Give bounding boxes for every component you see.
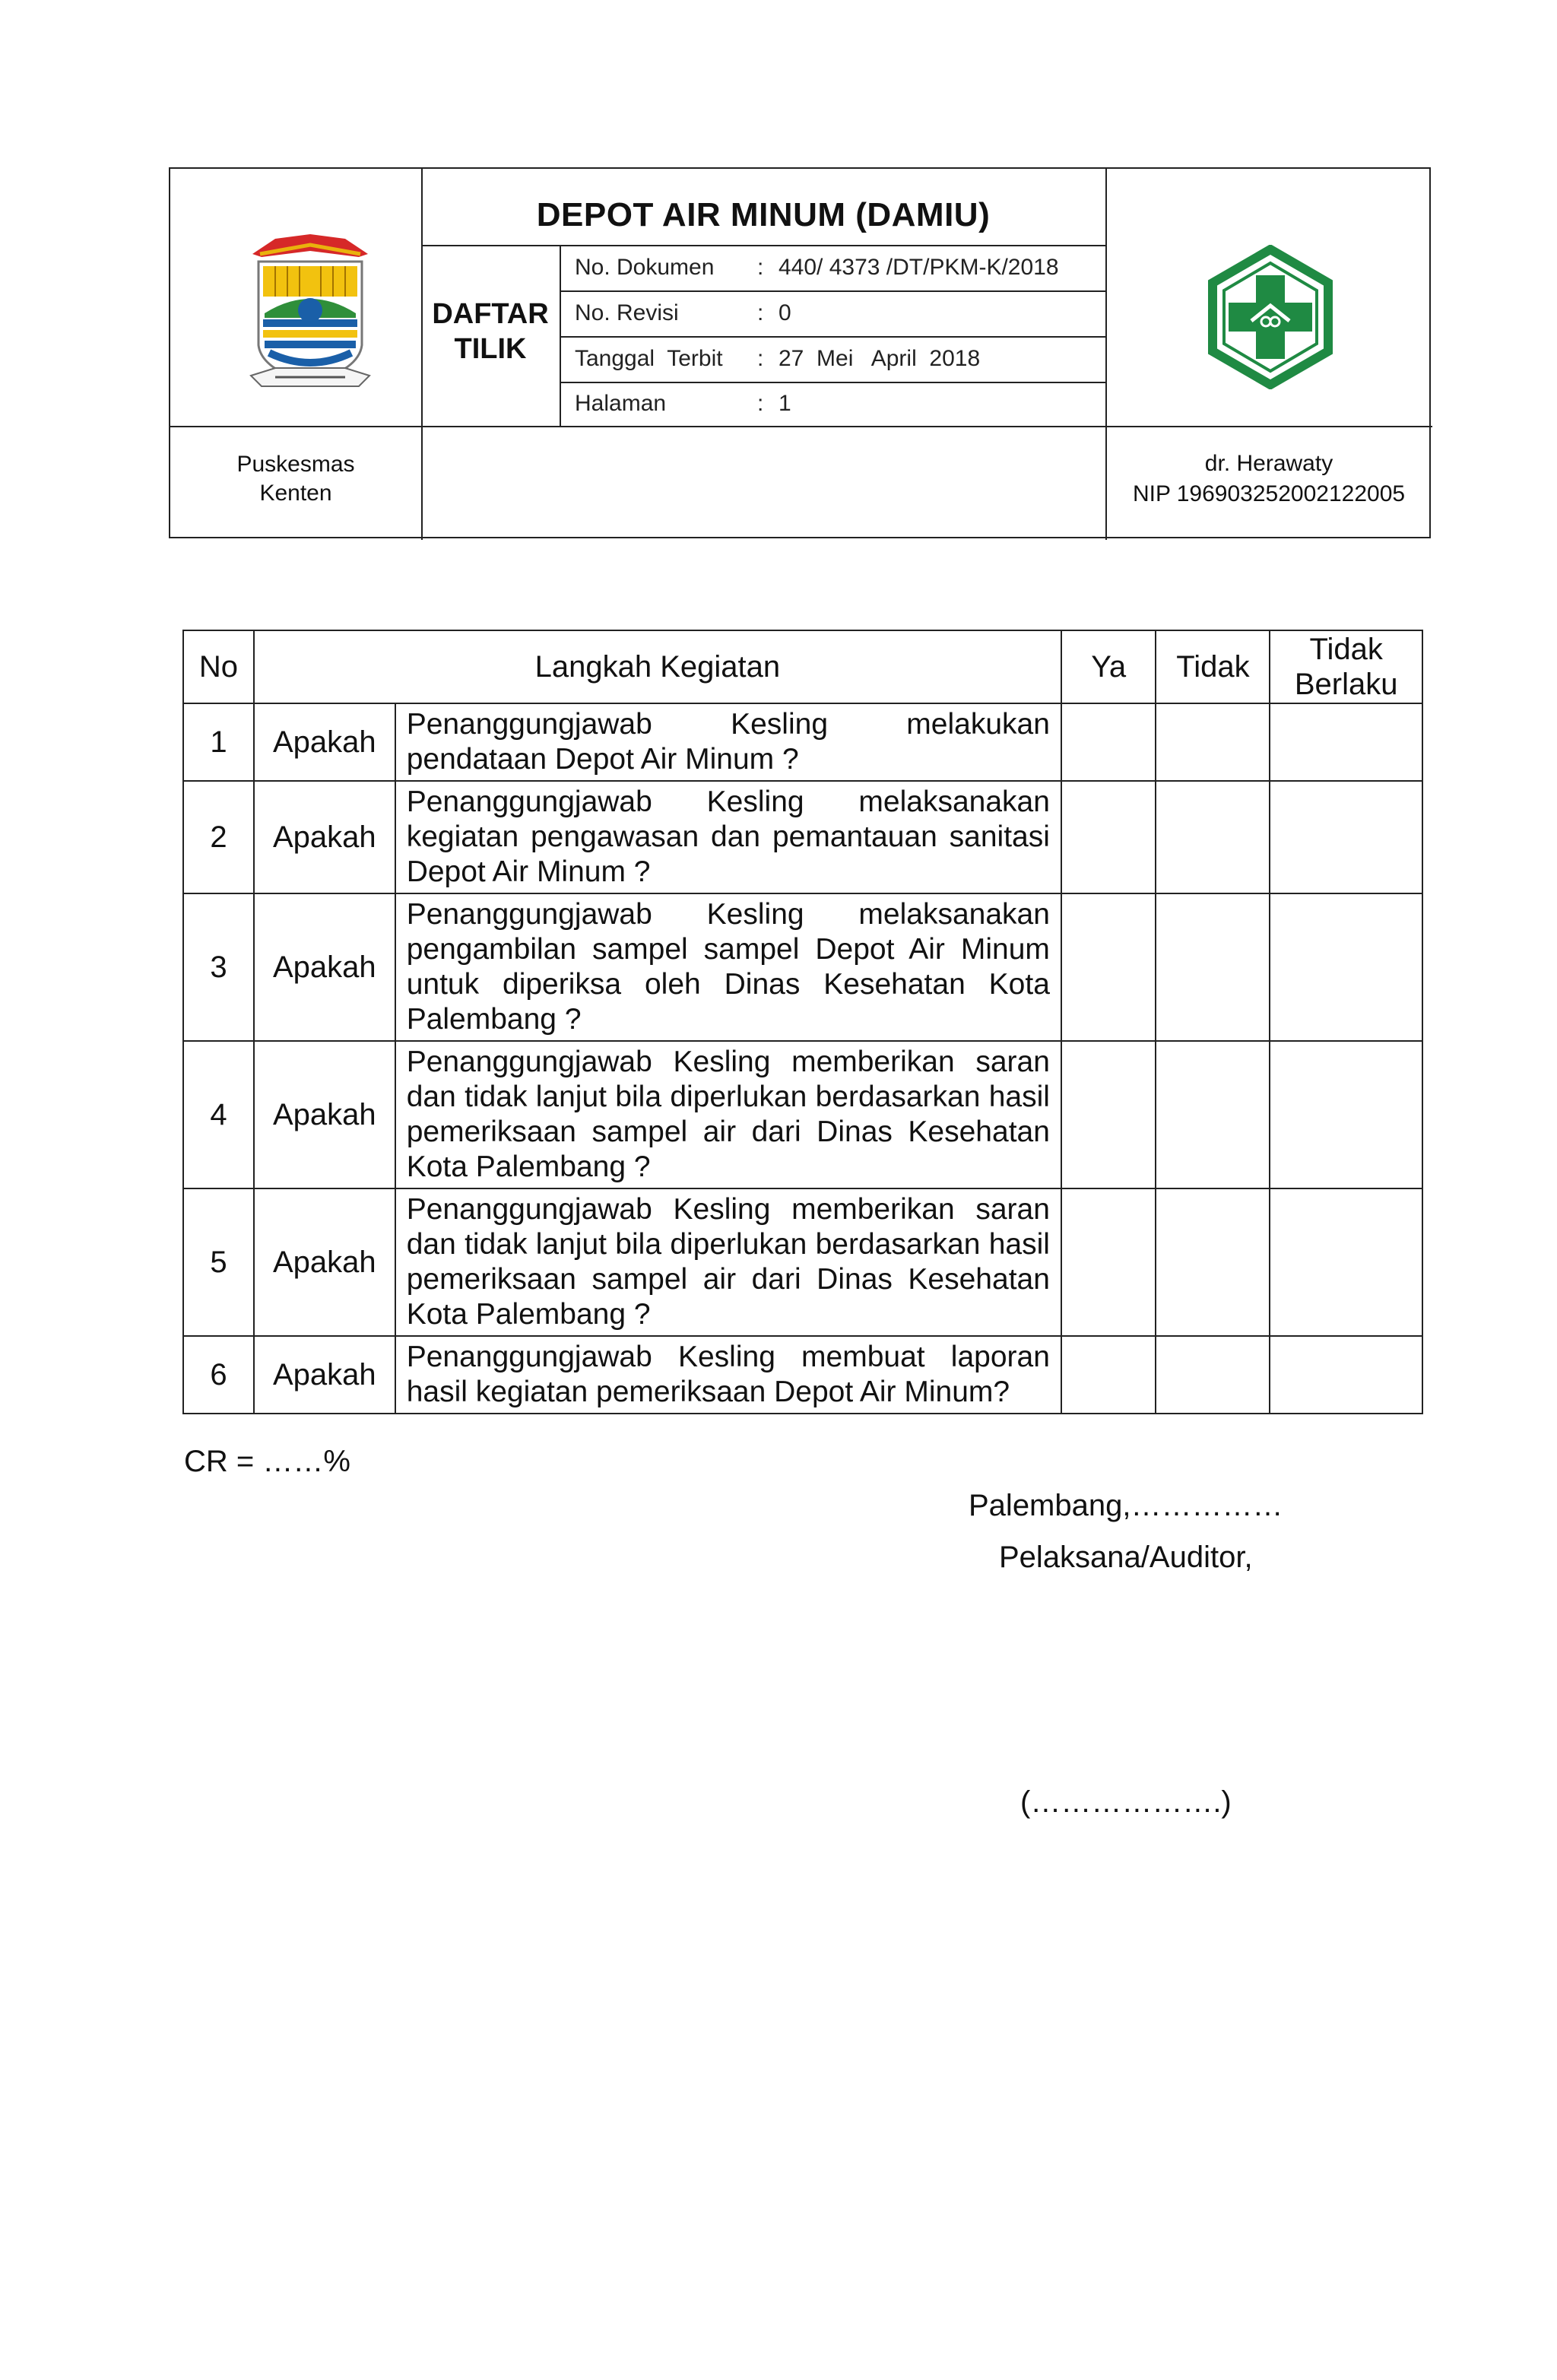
head-nip: NIP 196903252002122005 bbox=[1132, 481, 1406, 506]
table-row bbox=[183, 1188, 1422, 1336]
row-question: Penanggungjawab Kesling memberikan saran dan tidak lanjut bila diperlukan berdasarkan hasil pemeriksaan sampel air dari Dinas Kesehatan Kota Palembang ? bbox=[395, 1041, 1061, 1188]
answer-yes-cell[interactable] bbox=[1061, 703, 1156, 781]
meta-value-issue-date: 27 Mei April 2018 bbox=[778, 346, 981, 371]
answer-na-cell[interactable] bbox=[1270, 1041, 1422, 1188]
row-number: 2 bbox=[183, 781, 254, 893]
meta-label-revision: No. Revisi bbox=[575, 300, 679, 325]
table-row bbox=[183, 781, 1422, 893]
answer-yes-cell[interactable] bbox=[1061, 893, 1156, 1041]
answer-na-cell[interactable] bbox=[1270, 703, 1422, 781]
row-number: 3 bbox=[183, 893, 254, 1041]
meta-value-revision: 0 bbox=[778, 300, 791, 325]
place-date: Palembang,…………… bbox=[969, 1489, 1283, 1522]
answer-na-cell[interactable] bbox=[1270, 893, 1422, 1041]
row-question: Penanggungjawab Kesling membuat laporan hasil kegiatan pemeriksaan Depot Air Minum? bbox=[395, 1336, 1061, 1414]
row-question: Penanggungjawab Kesling memberikan saran dan tidak lanjut bila diperlukan berdasarkan hasil pemeriksaan sampel air dari Dinas Kesehatan Kota Palembang ? bbox=[395, 1188, 1061, 1336]
answer-no-cell[interactable] bbox=[1156, 703, 1270, 781]
organization-line-1: Puskesmas bbox=[236, 452, 355, 477]
column-header-step: Langkah Kegiatan bbox=[254, 630, 1061, 703]
row-prefix: Apakah bbox=[254, 893, 395, 1041]
answer-yes-cell[interactable] bbox=[1061, 1041, 1156, 1188]
table-header-row bbox=[183, 630, 1422, 703]
column-header-not-applicable: Tidak Berlaku bbox=[1270, 630, 1422, 703]
column-header-yes: Ya bbox=[1061, 630, 1156, 703]
answer-yes-cell[interactable] bbox=[1061, 781, 1156, 893]
table-row bbox=[183, 703, 1422, 781]
head-name: dr. Herawaty bbox=[1204, 451, 1333, 476]
row-prefix: Apakah bbox=[254, 1041, 395, 1188]
row-number: 4 bbox=[183, 1041, 254, 1188]
auditor-role: Pelaksana/Auditor, bbox=[999, 1541, 1253, 1574]
checklist-table bbox=[182, 630, 1423, 1414]
row-prefix: Apakah bbox=[254, 781, 395, 893]
row-question: Penanggungjawab Kesling melaksanakan pengambilan sampel sampel Depot Air Minum untuk diperiksa oleh Dinas Kesehatan Kota Palembang ? bbox=[395, 893, 1061, 1041]
meta-separator: : bbox=[757, 346, 764, 371]
organization-line-2: Kenten bbox=[259, 481, 332, 506]
column-header-no: No bbox=[183, 630, 254, 703]
answer-na-cell[interactable] bbox=[1270, 1336, 1422, 1414]
row-number: 5 bbox=[183, 1188, 254, 1336]
answer-no-cell[interactable] bbox=[1156, 1041, 1270, 1188]
answer-no-cell[interactable] bbox=[1156, 781, 1270, 893]
answer-no-cell[interactable] bbox=[1156, 1336, 1270, 1414]
row-question: Penanggungjawab Kesling melaksanakan kegiatan pengawasan dan pemantauan sanitasi Depot Air Minum ? bbox=[395, 781, 1061, 893]
meta-label-page: Halaman bbox=[575, 391, 667, 416]
organization-name bbox=[170, 450, 421, 508]
meta-label-issue-date: Tanggal Terbit bbox=[575, 346, 723, 371]
table-row bbox=[183, 893, 1422, 1041]
document-title: DEPOT AIR MINUM (DAMIU) bbox=[536, 196, 991, 233]
meta-separator: : bbox=[757, 391, 764, 416]
answer-no-cell[interactable] bbox=[1156, 893, 1270, 1041]
answer-no-cell[interactable] bbox=[1156, 1188, 1270, 1336]
row-prefix: Apakah bbox=[254, 1188, 395, 1336]
row-number: 1 bbox=[183, 703, 254, 781]
row-prefix: Apakah bbox=[254, 703, 395, 781]
table-row bbox=[183, 1041, 1422, 1188]
meta-value-page: 1 bbox=[778, 391, 791, 416]
column-header-no-answer: Tidak bbox=[1156, 630, 1270, 703]
compliance-rate: CR = ……% bbox=[184, 1445, 350, 1478]
meta-separator: : bbox=[757, 300, 764, 325]
meta-separator: : bbox=[757, 255, 764, 280]
table-row bbox=[183, 1336, 1422, 1414]
head-of-office bbox=[1105, 449, 1432, 509]
answer-na-cell[interactable] bbox=[1270, 781, 1422, 893]
document-header bbox=[169, 167, 1431, 538]
meta-value-document-no: 440/ 4373 /DT/PKM-K/2018 bbox=[778, 255, 1059, 280]
row-question: Penanggungjawab Kesling melakukan pendataan Depot Air Minum ? bbox=[395, 703, 1061, 781]
city-emblem-logo bbox=[245, 231, 376, 398]
document-type: DAFTAR TILIK bbox=[432, 298, 549, 365]
signature-line: (……………….) bbox=[1020, 1785, 1232, 1819]
puskesmas-logo bbox=[1198, 245, 1343, 389]
answer-yes-cell[interactable] bbox=[1061, 1336, 1156, 1414]
meta-label-document-no: No. Dokumen bbox=[575, 255, 715, 280]
row-prefix: Apakah bbox=[254, 1336, 395, 1414]
answer-yes-cell[interactable] bbox=[1061, 1188, 1156, 1336]
row-number: 6 bbox=[183, 1336, 254, 1414]
answer-na-cell[interactable] bbox=[1270, 1188, 1422, 1336]
